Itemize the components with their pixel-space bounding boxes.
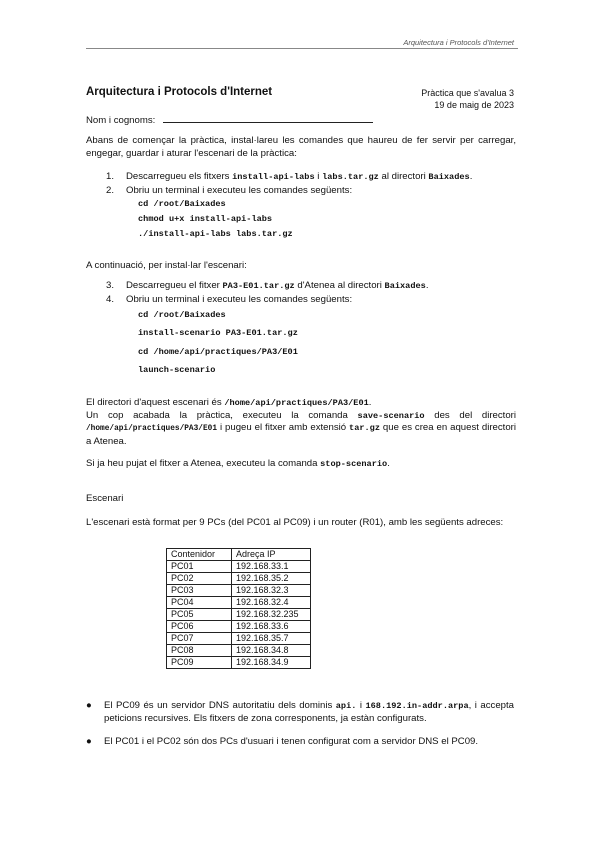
list-item: 1. Descarregueu els fitxers install-api-labs i labs.tar.gz al directori Baixades. [106, 171, 473, 182]
list-item: 4. Obriu un terminal i executeu les comandes següents: [106, 294, 353, 305]
code-line: cd /home/api/practiques/PA3/E01 [138, 347, 298, 357]
code-line: cd /root/Baixades [138, 310, 226, 320]
name-input-line[interactable] [163, 112, 373, 123]
table-row: PC01 192.168.33.1 [167, 561, 311, 573]
name-field [86, 112, 516, 128]
table-row: PC08 192.168.34.8 [167, 645, 311, 657]
intro-paragraph: Abans de començar la pràctica, instal·lareu les comandes que haureu de fer servir per carregar, engegar, guardar i aturar l'escenari de la pràctica: [86, 135, 516, 159]
code-line: cd /root/Baixades [138, 199, 226, 209]
document-meta [421, 87, 514, 111]
list-item: 2. Obriu un terminal i executeu les comandes següents: [106, 185, 353, 196]
table-row: PC07 192.168.35.7 [167, 633, 311, 645]
code-line: launch-scenario [138, 365, 216, 375]
table-row: PC06 192.168.33.6 [167, 621, 311, 633]
meta-assessment: Pràctica que s'avalua 3 [421, 88, 514, 98]
bullet-icon: ● [86, 736, 92, 747]
list-item: 3. Descarregueu el fitxer PA3-E01.tar.gz d'Atenea al directori Baixades. [106, 280, 429, 291]
table-row: PC04 192.168.32.4 [167, 597, 311, 609]
meta-date: 19 de maig de 2023 [434, 100, 514, 110]
table-header-row [167, 549, 311, 561]
section-heading: Escenari [86, 493, 124, 504]
bullet-item: ● El PC01 i el PC02 són dos PCs d'usuari i tenen configurat com a servidor DNS el PC09. [86, 736, 479, 747]
code-line: install-scenario PA3-E01.tar.gz [138, 328, 298, 338]
running-header: Arquitectura i Protocols d'Internet [403, 38, 514, 47]
steps-list-b [106, 279, 516, 306]
directory-paragraph: El directori d'aquest escenari és /home/api/practiques/PA3/E01. Un cop acabada la pràctica, executeu la comanda save-scenario des del directori /home/api/practiques/PA3/E01 i pugeu el fitxer amb extensió tar.gz que es crea en aquest directori a Atenea. [86, 397, 516, 447]
column-header: Contenidor [167, 549, 232, 561]
document-title: Arquitectura i Protocols d'Internet [86, 86, 273, 98]
steps-list-a [106, 170, 516, 197]
scenario-description: L'escenari està format per 9 PCs (del PC01 al PC09) i un router (R01), amb les següents adreces: [86, 517, 504, 528]
stop-paragraph: Si ja heu pujat el fitxer a Atenea, executeu la comanda stop-scenario. [86, 458, 390, 469]
table-row: PC05 192.168.32.235 [167, 609, 311, 621]
table-row: PC02 192.168.35.2 [167, 573, 311, 585]
bullet-item: ● El PC09 és un servidor DNS autoritatiu dels dominis api. i 168.192.in-addr.arpa, i accepta peticions recursives. Els fitxers de zona corresponents, ja estàn configurats. [86, 700, 514, 724]
code-line: chmod u+x install-api-labs [138, 214, 273, 224]
header-rule [86, 48, 518, 49]
code-line: ./install-api-labs labs.tar.gz [138, 229, 293, 239]
install-intro: A continuació, per instal·lar l'escenari: [86, 260, 247, 271]
table-row: PC09 192.168.34.9 [167, 657, 311, 669]
column-header: Adreça IP [232, 549, 311, 561]
table-row: PC03 192.168.32.3 [167, 585, 311, 597]
address-table [166, 548, 311, 669]
name-label: Nom i cognoms: [86, 115, 156, 126]
bullet-icon: ● [86, 700, 92, 711]
